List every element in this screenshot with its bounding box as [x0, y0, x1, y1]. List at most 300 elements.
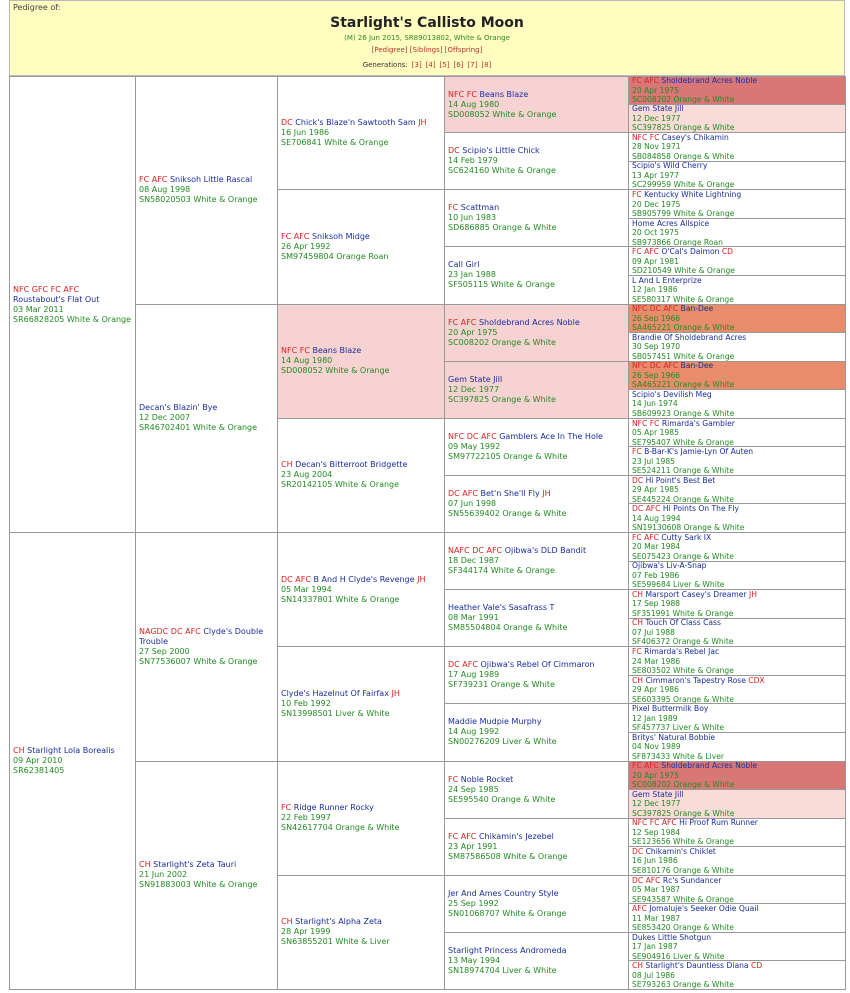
birth-date: 12 Dec 2007 [139, 413, 191, 423]
registration-color: SN14337801 White & Orange [281, 594, 400, 604]
ancestor-info [281, 689, 441, 719]
ancestor-name-link[interactable]: Marsport Casey's Dreamer [645, 590, 747, 599]
registration-color: SR66828205 White & Orange [13, 314, 132, 324]
birth-date: 16 Jun 1986 [281, 128, 330, 138]
generation-link-7[interactable]: [7] [467, 61, 478, 69]
ancestor-info [632, 762, 842, 790]
ancestor-name-line [632, 647, 842, 656]
ancestor-cell [628, 219, 845, 248]
ancestor-name-link[interactable]: Pixel Buttermilk Boy [632, 704, 709, 713]
ancestor-info [281, 917, 441, 947]
ancestor-name-line [281, 803, 441, 813]
ancestor-cell [444, 476, 628, 533]
registration-color: SE706841 White & Orange [281, 138, 389, 148]
ancestor-name-link[interactable]: Chikamin's Jezebel [478, 831, 554, 841]
ancestor-info [448, 432, 625, 462]
title-badge: CH [632, 590, 644, 599]
ancestor-name-link[interactable]: Starlight Lola Borealis [27, 746, 115, 755]
ancestor-cell [444, 647, 628, 704]
birth-date: 20 Apr 1975 [632, 85, 679, 95]
birth-date: 10 Jun 1983 [448, 213, 497, 223]
ancestor-info [139, 627, 274, 667]
ancestor-name-link[interactable]: Kentucky White Lightning [644, 190, 742, 199]
birth-date: 26 Sep 1966 [632, 313, 681, 323]
registration-color: SF457737 Liver & White [632, 722, 725, 732]
ancestor-info [13, 285, 132, 325]
birth-date: 11 Mar 1987 [632, 913, 681, 923]
registration-color: SB609923 Orange & White [632, 408, 735, 418]
ancestor-info [448, 946, 625, 976]
ancestor-info [13, 746, 132, 776]
title-suffix: CDX [748, 675, 765, 685]
title-badge: NFC DC AFC [448, 431, 497, 441]
ancestor-name-link[interactable]: Ojibwa's DLD Bandit [504, 546, 587, 556]
generation-link-8[interactable]: [8] [481, 61, 492, 69]
title-badge: NAFC DC AFC [448, 546, 503, 556]
registration-color: SD210549 White & Orange [632, 265, 735, 275]
ancestor-name-link[interactable]: Scattman [460, 203, 500, 213]
registration-color: SN01068707 White & Orange [448, 908, 567, 918]
title-badge: NAGDC DC AFC [139, 626, 201, 636]
registration-color: SC624160 White & Orange [448, 166, 556, 176]
title-badge: FC AFC [448, 317, 477, 327]
ancestor-cell [628, 619, 845, 648]
title-badge: CH [632, 618, 644, 628]
ancestor-cell [135, 76, 277, 305]
ancestor-name-link[interactable]: Cimmaron's Tapestry Rose [645, 675, 746, 685]
registration-color: SC008202 Orange & White [632, 95, 735, 105]
ancestor-cell [277, 647, 444, 761]
ancestor-name-line [139, 403, 274, 413]
ancestor-name-link[interactable]: Sniksoh Little Rascal [169, 175, 253, 185]
registration-color: SD008052 White & Orange [281, 366, 390, 376]
ancestor-name-line [632, 504, 842, 513]
ancestor-name-link[interactable]: O'Cal's Daimon [661, 247, 720, 256]
ancestor-name-link[interactable]: Scipio's Devilish Meg [632, 390, 712, 399]
registration-color: SM85504804 Orange & White [448, 623, 568, 633]
registration-color: SA465221 Orange & White [632, 380, 735, 390]
ancestor-name-link[interactable]: Hi Proof Rum Runner [679, 818, 758, 828]
ancestor-name-link[interactable]: Beans Blaze [312, 346, 362, 356]
birth-date: 20 Apr 1975 [448, 327, 498, 337]
birth-date: 14 Aug 1994 [632, 513, 681, 523]
ancestor-info [281, 803, 441, 833]
title-badge: FC AFC [632, 247, 659, 256]
title-badge: DC [448, 146, 460, 156]
birth-date: 23 Apr 1991 [448, 841, 498, 851]
title-badge: FC [281, 803, 292, 813]
ancestor-cell [628, 447, 845, 476]
ancestor-name-link[interactable]: Brandie Of Sholdebrand Acres [632, 333, 747, 342]
title-badge: NFC FC [281, 346, 310, 356]
ancestor-name-line [281, 917, 441, 927]
ancestor-name-link[interactable]: Scipio's Little Chick [462, 146, 540, 156]
ancestor-name-link[interactable]: Rc's Sundancer [662, 875, 722, 885]
ancestor-name-line [632, 333, 842, 342]
ancestor-cell [277, 419, 444, 533]
registration-color: SE603395 Orange & White [632, 694, 734, 704]
ancestor-info [632, 190, 842, 218]
title-badge: FC [448, 203, 459, 213]
ancestor-name-line [632, 562, 842, 571]
ancestor-info [632, 704, 842, 732]
ancestor-info [448, 889, 625, 919]
ancestor-name-link[interactable]: Bet'n She'll Fly [480, 488, 540, 498]
ancestor-name-link[interactable]: Hi Point's Best Bet [645, 475, 716, 485]
birth-date: 04 Nov 1989 [632, 741, 681, 751]
ancestor-name-link[interactable]: Ban-Dee [680, 361, 714, 371]
ancestor-cell [628, 190, 845, 219]
birth-date: 20 Dec 1975 [632, 199, 681, 209]
offspring-link[interactable]: [Offspring] [444, 46, 483, 54]
birth-date: 09 Apr 1981 [632, 256, 679, 266]
birth-date: 03 Mar 2011 [13, 304, 64, 314]
ancestor-cell [628, 904, 845, 933]
ancestor-info [448, 603, 625, 633]
ancestor-cell [277, 762, 444, 876]
ancestor-info [632, 647, 842, 675]
ancestor-name-link[interactable]: Rimarda's Gambler [661, 418, 735, 428]
pedigree-of-label: Pedigree of: [13, 3, 61, 12]
ancestor-cell [277, 76, 444, 190]
registration-color: SF344174 White & Orange [448, 566, 555, 576]
generations-label: Generations: [362, 61, 408, 69]
registration-color: SC299959 White & Orange [632, 180, 735, 190]
generation-link-3[interactable]: [3] [411, 61, 422, 69]
title-badge: DC AFC [448, 488, 478, 498]
generation-link-4[interactable]: [4] [425, 61, 436, 69]
birth-date: 28 Apr 1999 [281, 927, 331, 937]
registration-color: SN42617704 Orange & White [281, 823, 400, 833]
title-badge: DC [632, 847, 644, 856]
ancestor-name-link[interactable]: Chikamin's Chiklet [645, 847, 716, 856]
ancestor-name-link[interactable]: Gem State Jill [448, 374, 503, 384]
ancestor-cell [628, 133, 845, 162]
title-badge: NFC FC [632, 133, 660, 142]
dog-meta: (M) 26 Jun 2015, SR89013802, White & Orange [344, 34, 510, 42]
title-badge: FC [632, 647, 642, 656]
ancestor-info [448, 203, 625, 233]
ancestor-name-line [632, 676, 842, 685]
ancestor-cell [628, 247, 845, 276]
registration-color: SF739231 Orange & White [448, 680, 555, 690]
birth-date: 23 Aug 2004 [281, 470, 333, 480]
ancestor-name-line [139, 175, 274, 185]
ancestor-name-line [632, 105, 842, 114]
ancestor-name-line [632, 219, 842, 228]
registration-color: SE595540 Orange & White [448, 794, 556, 804]
registration-color: SE075423 Orange & White [632, 551, 734, 561]
ancestor-name-link[interactable]: Touch Of Class Cass [645, 618, 721, 628]
registration-color: SE810176 Orange & White [632, 865, 734, 875]
registration-color: SB973866 Orange Roan [632, 237, 723, 247]
ancestor-name-link[interactable]: Beans Blaze [479, 89, 529, 99]
birth-date: 20 Oct 1975 [632, 227, 679, 237]
ancestor-cell [628, 933, 845, 962]
ancestor-name-link[interactable]: Dukes Little Shotgun [632, 932, 712, 942]
registration-color: SB905799 White & Orange [632, 208, 735, 218]
ancestor-info [632, 219, 842, 247]
birth-date: 13 May 1994 [448, 955, 501, 965]
ancestor-name-line [632, 76, 842, 86]
registration-color: SR20142105 White & Orange [281, 480, 400, 490]
ancestor-name-link[interactable]: Britys' Natural Bobbie [632, 732, 716, 742]
ancestor-name-link[interactable]: Jomaluje's Seeker Odie Quail [649, 904, 759, 913]
ancestor-name-link[interactable]: Clyde's Double Trouble [139, 626, 264, 646]
ancestor-name-link[interactable]: Noble Rocket [460, 774, 514, 784]
birth-date: 09 May 1992 [448, 441, 501, 451]
ancestor-info [448, 90, 625, 120]
ancestor-info [632, 619, 842, 647]
pedigree-header [9, 0, 845, 76]
registration-color: SM87586508 White & Orange [448, 851, 568, 861]
ancestor-name-link[interactable]: Maddie Mudpie Murphy [448, 717, 542, 727]
ancestor-name-link[interactable]: Sholdebrand Acres Noble [478, 317, 580, 327]
ancestor-info [448, 660, 625, 690]
ancestor-name-link[interactable]: Gem State Jill [632, 790, 684, 799]
title-badge: NFC FC [448, 89, 477, 99]
registration-color: SF351991 White & Orange [632, 608, 734, 618]
ancestor-cell [444, 933, 628, 990]
dog-name-title: Starlight's Callisto Moon [330, 15, 524, 31]
ancestor-info [632, 162, 842, 190]
ancestor-name-link[interactable]: B-Bar-K's Jamie-Lyn Of Auten [644, 447, 754, 456]
ancestor-name-link[interactable]: Heather Vale's Sasafrass T [448, 603, 555, 613]
ancestor-name-link[interactable]: Ojibwa's Liv-A-Snap [632, 561, 707, 571]
registration-color: SR46702401 White & Orange [139, 423, 258, 433]
registration-color: SE904916 Liver & White [632, 951, 725, 961]
ancestor-name-line [632, 419, 842, 428]
ancestor-name-line [13, 746, 132, 756]
ancestor-info [632, 676, 842, 704]
ancestor-name-line [632, 533, 842, 542]
birth-date: 24 Mar 1986 [632, 656, 681, 666]
birth-date: 08 Mar 1991 [448, 613, 499, 623]
ancestor-name-line [632, 162, 842, 171]
title-badge: FC AFC [281, 231, 310, 241]
birth-date: 16 Jun 1986 [632, 856, 678, 866]
ancestor-cell [444, 362, 628, 419]
ancestor-name-line [632, 247, 842, 256]
birth-date: 05 Apr 1985 [632, 427, 679, 437]
ancestor-cell [444, 876, 628, 933]
ancestor-cell [628, 533, 845, 562]
title-badge: CH [632, 675, 644, 685]
registration-color: SC008202 Orange & White [632, 780, 735, 790]
ancestor-info [632, 933, 842, 961]
ancestor-cell [628, 819, 845, 848]
registration-color: SE795407 White & Orange [632, 437, 734, 447]
ancestor-name-link[interactable]: Roustabout's Flat Out [13, 294, 100, 304]
ancestor-name-line [632, 904, 842, 913]
ancestor-info [632, 847, 842, 875]
ancestor-cell [444, 590, 628, 647]
generation-link-5[interactable]: [5] [439, 61, 450, 69]
ancestor-cell [628, 961, 845, 990]
birth-date: 07 Jul 1988 [632, 627, 675, 637]
ancestor-name-link[interactable]: Rimarda's Rebel Jac [644, 647, 720, 656]
ancestor-name-link[interactable]: Scipio's Wild Cherry [632, 161, 708, 171]
registration-color: SE580317 White & Orange [632, 294, 734, 304]
ancestor-name-line [448, 318, 625, 328]
generations-selector [10, 61, 844, 69]
ancestor-name-link[interactable]: Casey's Chikamin [661, 133, 729, 142]
pedigree-link[interactable]: [Pedigree] [371, 46, 408, 54]
registration-color: SM97722105 Orange & White [448, 451, 568, 461]
ancestor-name-link[interactable]: Starlight's Alpha Zeta [295, 917, 382, 927]
ancestor-cell [444, 305, 628, 362]
ancestor-name-link[interactable]: B And H Clyde's Revenge [313, 574, 415, 584]
ancestor-cell [628, 762, 845, 791]
ancestor-name-line [632, 476, 842, 485]
title-badge: CH [139, 860, 151, 870]
birth-date: 08 Aug 1998 [139, 185, 191, 195]
registration-color: SD686885 Orange & White [448, 223, 557, 233]
ancestor-cell [444, 133, 628, 190]
ancestor-name-line [632, 704, 842, 713]
ancestor-cell [628, 676, 845, 705]
ancestor-name-link[interactable]: Jer And Ames Country Style [448, 888, 559, 898]
birth-date: 29 Apr 1985 [632, 484, 679, 494]
registration-color: SN00276209 Liver & White [448, 737, 557, 747]
registration-color: SN18974704 Liver & White [448, 965, 557, 975]
siblings-link[interactable]: [Siblings] [409, 46, 443, 54]
title-badge: NFC FC AFC [632, 818, 677, 828]
ancestor-name-line [448, 603, 625, 613]
ancestor-name-line [281, 346, 441, 356]
birth-date: 14 Aug 1980 [448, 99, 500, 109]
ancestor-cell [444, 704, 628, 761]
ancestor-name-line [448, 546, 625, 556]
ancestor-cell [444, 819, 628, 876]
ancestor-name-line [281, 460, 441, 470]
birth-date: 22 Feb 1997 [281, 813, 331, 823]
registration-color: SN77536007 White & Orange [139, 656, 258, 666]
registration-color: SE853420 Orange & White [632, 922, 734, 932]
ancestor-name-link[interactable]: Cutty Sark IX [661, 533, 712, 542]
ancestor-cell [444, 76, 628, 133]
ancestor-name-line [281, 232, 441, 242]
ancestor-info [139, 175, 274, 205]
ancestor-name-line [632, 190, 842, 199]
ancestor-cell [135, 762, 277, 991]
ancestor-info [448, 546, 625, 576]
ancestor-info [632, 790, 842, 818]
ancestor-info [632, 76, 842, 105]
ancestor-info [632, 362, 842, 390]
title-badge: FC AFC [139, 175, 168, 185]
title-badge: CH [13, 746, 25, 755]
ancestor-name-line [448, 946, 625, 956]
ancestor-name-line [632, 790, 842, 799]
registration-color: SE793263 Orange & White [632, 979, 734, 989]
registration-color: SA465221 Orange & White [632, 323, 735, 333]
ancestor-info [448, 318, 625, 348]
ancestor-name-link[interactable]: Ban-Dee [680, 304, 714, 314]
registration-color: SE123656 White & Orange [632, 837, 734, 847]
ancestor-name-line [632, 133, 842, 142]
ancestor-info [632, 390, 842, 418]
ancestor-name-line [281, 575, 441, 585]
ancestor-name-link[interactable]: Gem State Jill [632, 104, 684, 114]
birth-date: 14 Aug 1980 [281, 356, 333, 366]
ancestor-info [139, 403, 274, 433]
registration-color: SF873433 White & Liver [632, 751, 725, 761]
registration-color: SC008202 Orange & White [448, 337, 556, 347]
birth-date: 08 Jul 1986 [632, 970, 675, 980]
ancestor-name-link[interactable]: Call Girl [448, 260, 480, 270]
ancestor-cell [135, 305, 277, 534]
ancestor-info [448, 375, 625, 405]
registration-color: SF406372 Orange & White [632, 637, 734, 647]
ancestor-name-link[interactable]: Sniksoh Midge [311, 231, 370, 241]
ancestor-name-line [448, 90, 625, 100]
title-badge: FC [632, 190, 642, 199]
ancestor-name-link[interactable]: Sholdebrand Acres Noble [661, 761, 758, 771]
ancestor-info [632, 247, 842, 275]
birth-date: 09 Apr 2010 [13, 756, 63, 765]
ancestor-name-link[interactable]: Decan's Bitterroot Bridgette [295, 460, 408, 470]
birth-date: 12 Dec 1977 [632, 799, 681, 809]
ancestor-name-line [632, 762, 842, 771]
title-badge: FC AFC [632, 76, 659, 86]
birth-date: 14 Feb 1979 [448, 156, 498, 166]
title-badge: CH [281, 460, 293, 470]
ancestor-info [448, 260, 625, 290]
title-badge: FC AFC [632, 761, 659, 771]
ancestor-name-link[interactable]: Starlight's Zeta Tauri [153, 860, 237, 870]
ancestor-name-link[interactable]: Sholdebrand Acres Noble [661, 76, 758, 86]
ancestor-name-link[interactable]: L And L Enterprize [632, 275, 702, 285]
ancestor-info [632, 590, 842, 618]
ancestor-info [632, 133, 842, 161]
registration-color: SM97459804 Orange Roan [281, 251, 389, 261]
ancestor-cell [628, 562, 845, 591]
ancestor-cell [628, 590, 845, 619]
ancestor-name-line [632, 819, 842, 828]
birth-date: 20 Apr 1975 [632, 770, 679, 780]
ancestor-name-line [632, 447, 842, 456]
ancestor-name-link[interactable]: Starlight Princess Andromeda [448, 945, 567, 955]
title-badge: CH [281, 917, 293, 927]
ancestor-info [448, 832, 625, 862]
ancestor-name-link[interactable]: Decan's Blazin' Bye [139, 403, 218, 413]
ancestor-cell [444, 419, 628, 476]
ancestor-name-link[interactable]: Clyde's Hazelnut Of Fairfax [281, 688, 389, 698]
ancestor-name-link[interactable]: Chick's Blaze'n Sawtooth Sam [295, 118, 416, 128]
ancestor-name-link[interactable]: Gamblers Ace In The Hole [499, 431, 603, 441]
registration-color: SF505115 White & Orange [448, 280, 555, 290]
ancestor-info [281, 118, 441, 148]
birth-date: 26 Apr 1992 [281, 241, 331, 251]
ancestor-name-line [632, 362, 842, 371]
ancestor-name-link[interactable]: Home Acres Allspice [632, 218, 710, 228]
birth-date: 10 Feb 1992 [281, 698, 331, 708]
ancestor-name-link[interactable]: Hi Points On The Fly [662, 504, 740, 513]
generation-link-6[interactable]: [6] [453, 61, 464, 69]
birth-date: 12 Jan 1986 [632, 284, 678, 294]
ancestor-name-link[interactable]: Starlight's Dauntless Diana [645, 961, 749, 970]
registration-color: SN91883003 White & Orange [139, 880, 258, 890]
ancestor-cell [277, 533, 444, 647]
ancestor-cell [628, 504, 845, 533]
ancestor-name-link[interactable]: Ridge Runner Rocky [293, 803, 374, 813]
ancestor-info [632, 904, 842, 932]
birth-date: 17 Sep 1988 [632, 599, 681, 609]
ancestor-cell [444, 533, 628, 590]
registration-color: SR62381405 [13, 766, 65, 775]
ancestor-name-link[interactable]: Ojibwa's Rebel Of Cimmaron [480, 660, 595, 670]
